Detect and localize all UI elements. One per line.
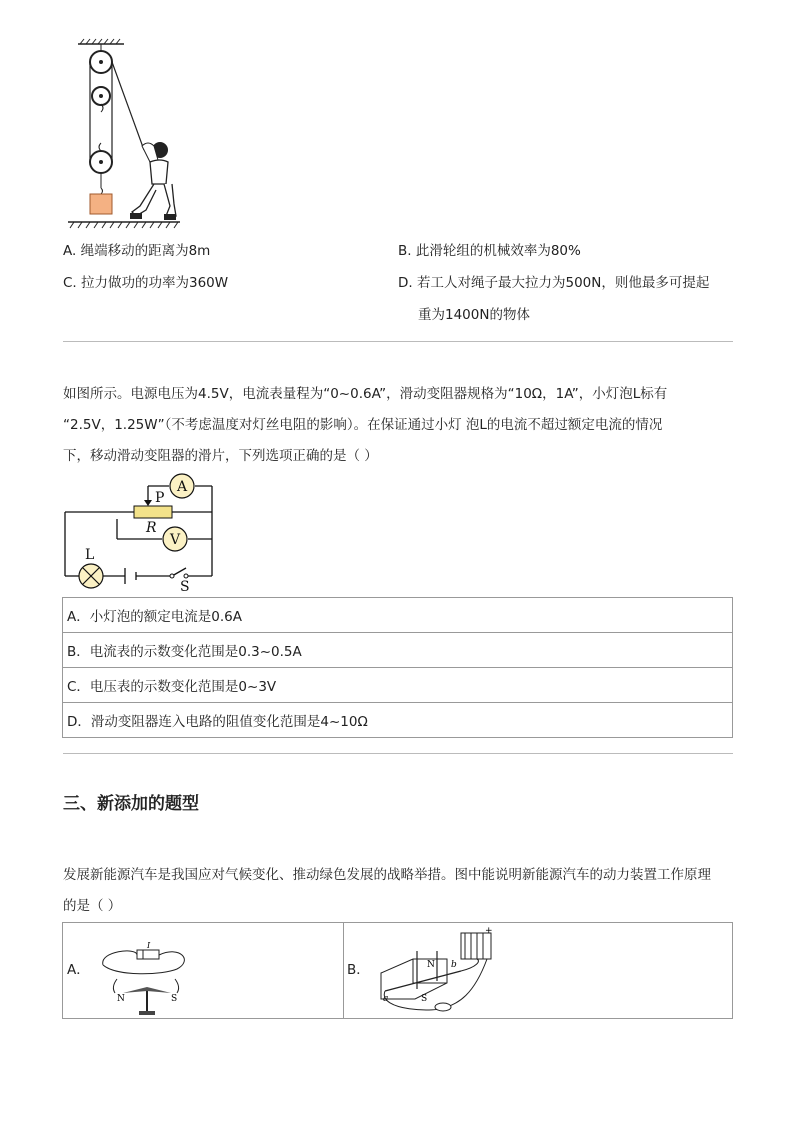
q3-stem-line2: 的是（ ） [63,898,122,914]
q2-stem-line1: 如图所示。电源电压为4.5V，电流表量程为“0~0.6A”，滑动变阻器规格为“10Ω，1A”，小灯泡L标有 [63,386,668,402]
q3-options-grid [62,922,733,1019]
q1-option-d-line2: 重为1400N的物体 [418,307,530,323]
q1-option-c: C. 拉力做功的功率为360W [63,275,229,291]
q1-option-a: A. 绳端移动的距离为8m [63,243,211,259]
section-title: 三、新添加的题型 [63,794,199,814]
q3-figure-b [377,927,507,1017]
q3-stem [63,860,733,922]
north-label-b: N [427,960,435,970]
q2-option-c: C．电压表的示数变化范围是0~3V [63,668,733,703]
resistor-label: R [146,520,157,536]
divider-1 [63,341,733,342]
q2-option-b: B．电流表的示数变化范围是0.3~0.5A [63,633,733,668]
table-row [63,633,733,668]
point-a-label: a [383,994,389,1004]
lamp-label: L [85,547,95,563]
q3-figure-a [97,941,197,1019]
ammeter-label: A [176,479,188,495]
q1-option-d-line1: D. 若工人对绳子最大拉力为500N，则他最多可提起 [398,275,710,291]
q1-option-b: B. 此滑轮组的机械效率为80% [398,243,581,259]
q3-option-b-label: B． [347,962,370,978]
q3-stem-line1: 发展新能源汽车是我国应对气候变化、推动绿色发展的战略举措。图中能说明新能源汽车的动力装置工作原理 [63,867,711,883]
slider-label: P [155,490,165,506]
point-b-label: b [451,960,457,970]
current-label: I [147,941,151,950]
pulley-figure [64,38,184,228]
q2-stem [63,379,733,472]
table-row [63,668,733,703]
south-label-a: S [171,994,178,1004]
south-label-b: S [421,994,428,1004]
q3-option-a-label: A． [67,962,90,978]
divider-2 [63,753,733,754]
table-row [63,703,733,738]
table-row [63,598,733,633]
q2-stem-line3: 下，移动滑动变阻器的滑片，下列选项正确的是（ ） [63,448,378,464]
q2-options-table [62,597,733,738]
battery-plus-label: + [485,926,493,936]
q2-option-d: D．滑动变阻器连入电路的阻值变化范围是4~10Ω [63,703,733,738]
voltmeter-label: V [169,532,181,548]
q3-grid-divider [343,923,344,1018]
switch-label: S [180,579,190,595]
circuit-diagram [62,472,222,595]
q2-stem-line2: “2.5V，1.25W”（不考虑温度对灯丝电阻的影响）。在保证通过小灯 泡L的电流不超过额定电流的情况 [63,417,663,433]
q2-option-a: A．小灯泡的额定电流是0.6A [63,598,733,633]
north-label-a: N [117,994,125,1004]
